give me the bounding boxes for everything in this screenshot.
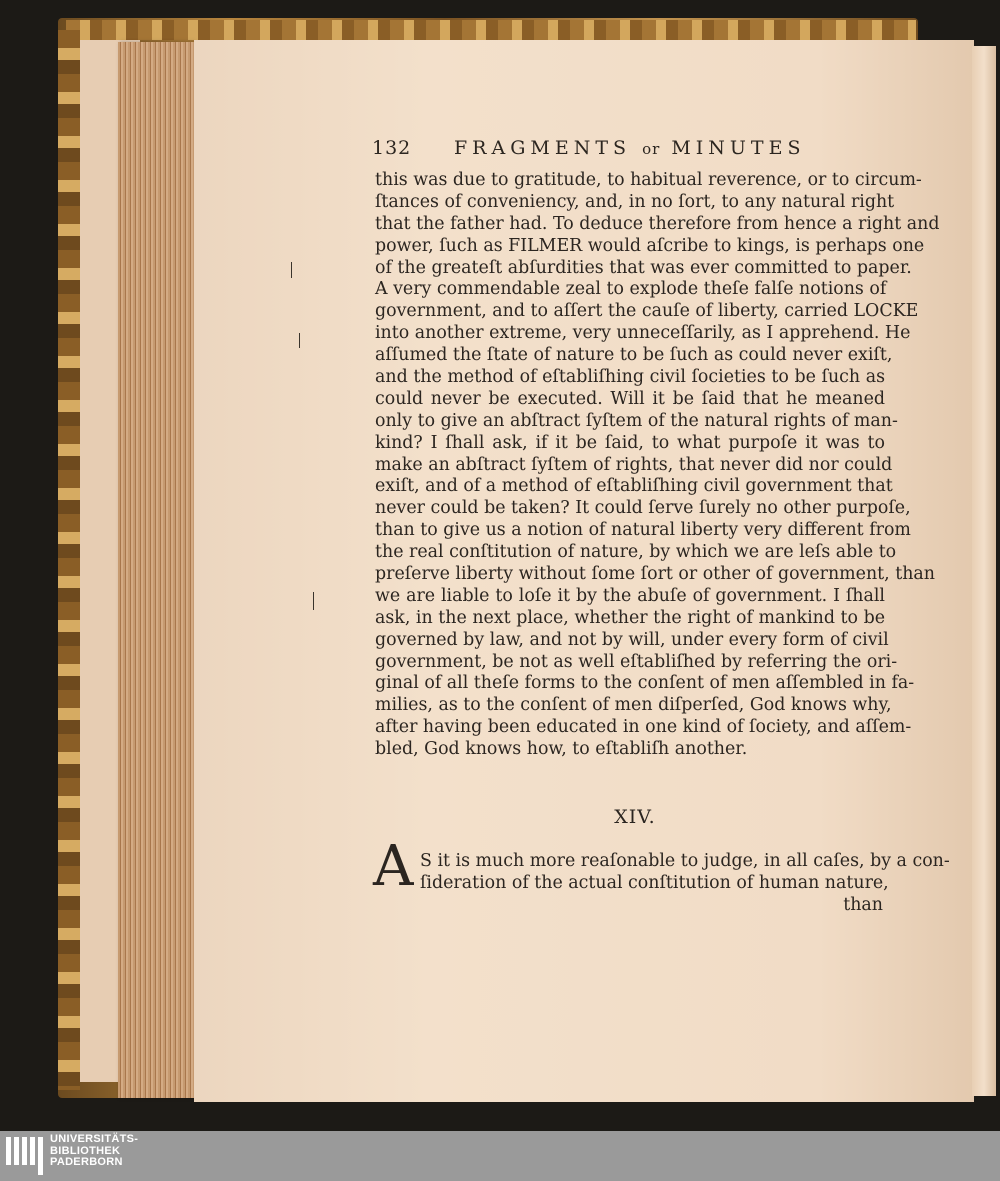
text-line: after having been educated in one kind of ſociety, and aſſem- [375, 717, 912, 738]
text-line: make an abſtract ſyſtem of rights, that never did nor could [375, 454, 893, 475]
text-line: kind? I ſhall ask, if it be ſaid, to what purpoſe it was to [375, 432, 885, 453]
margin-mark [299, 333, 300, 348]
text-line: could never be executed. Will it be ſaid that he meaned [375, 388, 885, 409]
running-header [372, 137, 892, 165]
drop-cap: A [373, 834, 414, 899]
text-line: aſſumed the ſtate of nature to be ſuch as could never exiſt, [375, 345, 893, 366]
library-logo-icon [6, 1137, 46, 1175]
body-text [375, 170, 940, 761]
text-line: the real conſtitution of nature, by which we are leſs able to [375, 542, 897, 563]
text-line: ask, in the next place, whether the right of mankind to be [375, 607, 885, 628]
binding-spine-tooling [58, 30, 80, 1090]
text-line: bled, God knows how, to eſtabliſh another. [375, 739, 748, 760]
text-line: government, and to aſſert the cauſe of liberty, carried LOCKE [375, 301, 919, 322]
page-right-edge [972, 46, 996, 1096]
running-title-part1: FRAGMENTS [454, 137, 632, 159]
text-line: never could be taken? It could ſerve ſurely no other purpoſe, [375, 498, 911, 519]
text-line: ſtances of conveniency, and, in no ſort, to any natural right [375, 191, 895, 212]
page-number: 132 [372, 137, 412, 159]
text-line: government, be not as well eſtabliſhed by referring the ori- [375, 651, 898, 672]
library-name-line: PADERBORN [50, 1156, 123, 1168]
text-line: power, ſuch as FILMER would aſcribe to kings, is perhaps one [375, 235, 925, 256]
text-line: exiſt, and of a method of eſtabliſhing civil government that [375, 476, 893, 497]
library-name-line: UNIVERSITÄTS- [50, 1133, 139, 1145]
library-name-line: BIBLIOTHEK [50, 1144, 121, 1157]
text-line: we are liable to loſe it by the abuſe of government. I ſhall [375, 585, 885, 606]
text-line: this was due to gratitude, to habitual reverence, or to circum- [375, 170, 922, 190]
running-title-of: or [642, 140, 661, 158]
section-heading: XIV. [614, 806, 656, 828]
text-line: milies, as to the conſent of men diſperſed, God knows why, [375, 695, 892, 716]
page-edges [118, 42, 194, 1098]
binding-top-tooling [66, 20, 916, 40]
text-line: governed by law, and not by will, under every form of civil [375, 629, 889, 650]
margin-mark [291, 262, 292, 278]
text-line: ginal of all theſe forms to the conſent of men aſſembled in fa- [375, 673, 915, 694]
running-title [454, 137, 805, 159]
text-line: than to give us a notion of natural liberty very different from [375, 520, 911, 541]
text-line: only to give an abſtract ſyſtem of the natural rights of man- [375, 410, 898, 431]
catchword: than [843, 895, 883, 915]
margin-mark [313, 592, 314, 610]
text-line: that the father had. To deduce therefore from hence a right and [375, 213, 940, 234]
section-paragraph [420, 851, 950, 895]
text-line: A very commendable zeal to explode theſe falſe notions of [375, 279, 887, 300]
text-line: and the method of eſtabliſhing civil ſocieties to be ſuch as [375, 367, 885, 388]
text-line: S it is much more reaſonable to judge, in all caſes, by a con- [420, 851, 950, 871]
running-title-part2: MINUTES [671, 137, 806, 159]
text-line: ſideration of the actual conſtitution of human nature, [420, 872, 889, 893]
text-line: of the greateſt abſurdities that was ever committed to paper. [375, 257, 912, 278]
text-line: into another extreme, very unneceſſarily, as I apprehend. He [375, 323, 911, 344]
text-line: preſerve liberty without ſome ſort or other of government, than [375, 564, 935, 585]
library-name [50, 1134, 138, 1169]
library-footer [0, 1131, 1000, 1181]
